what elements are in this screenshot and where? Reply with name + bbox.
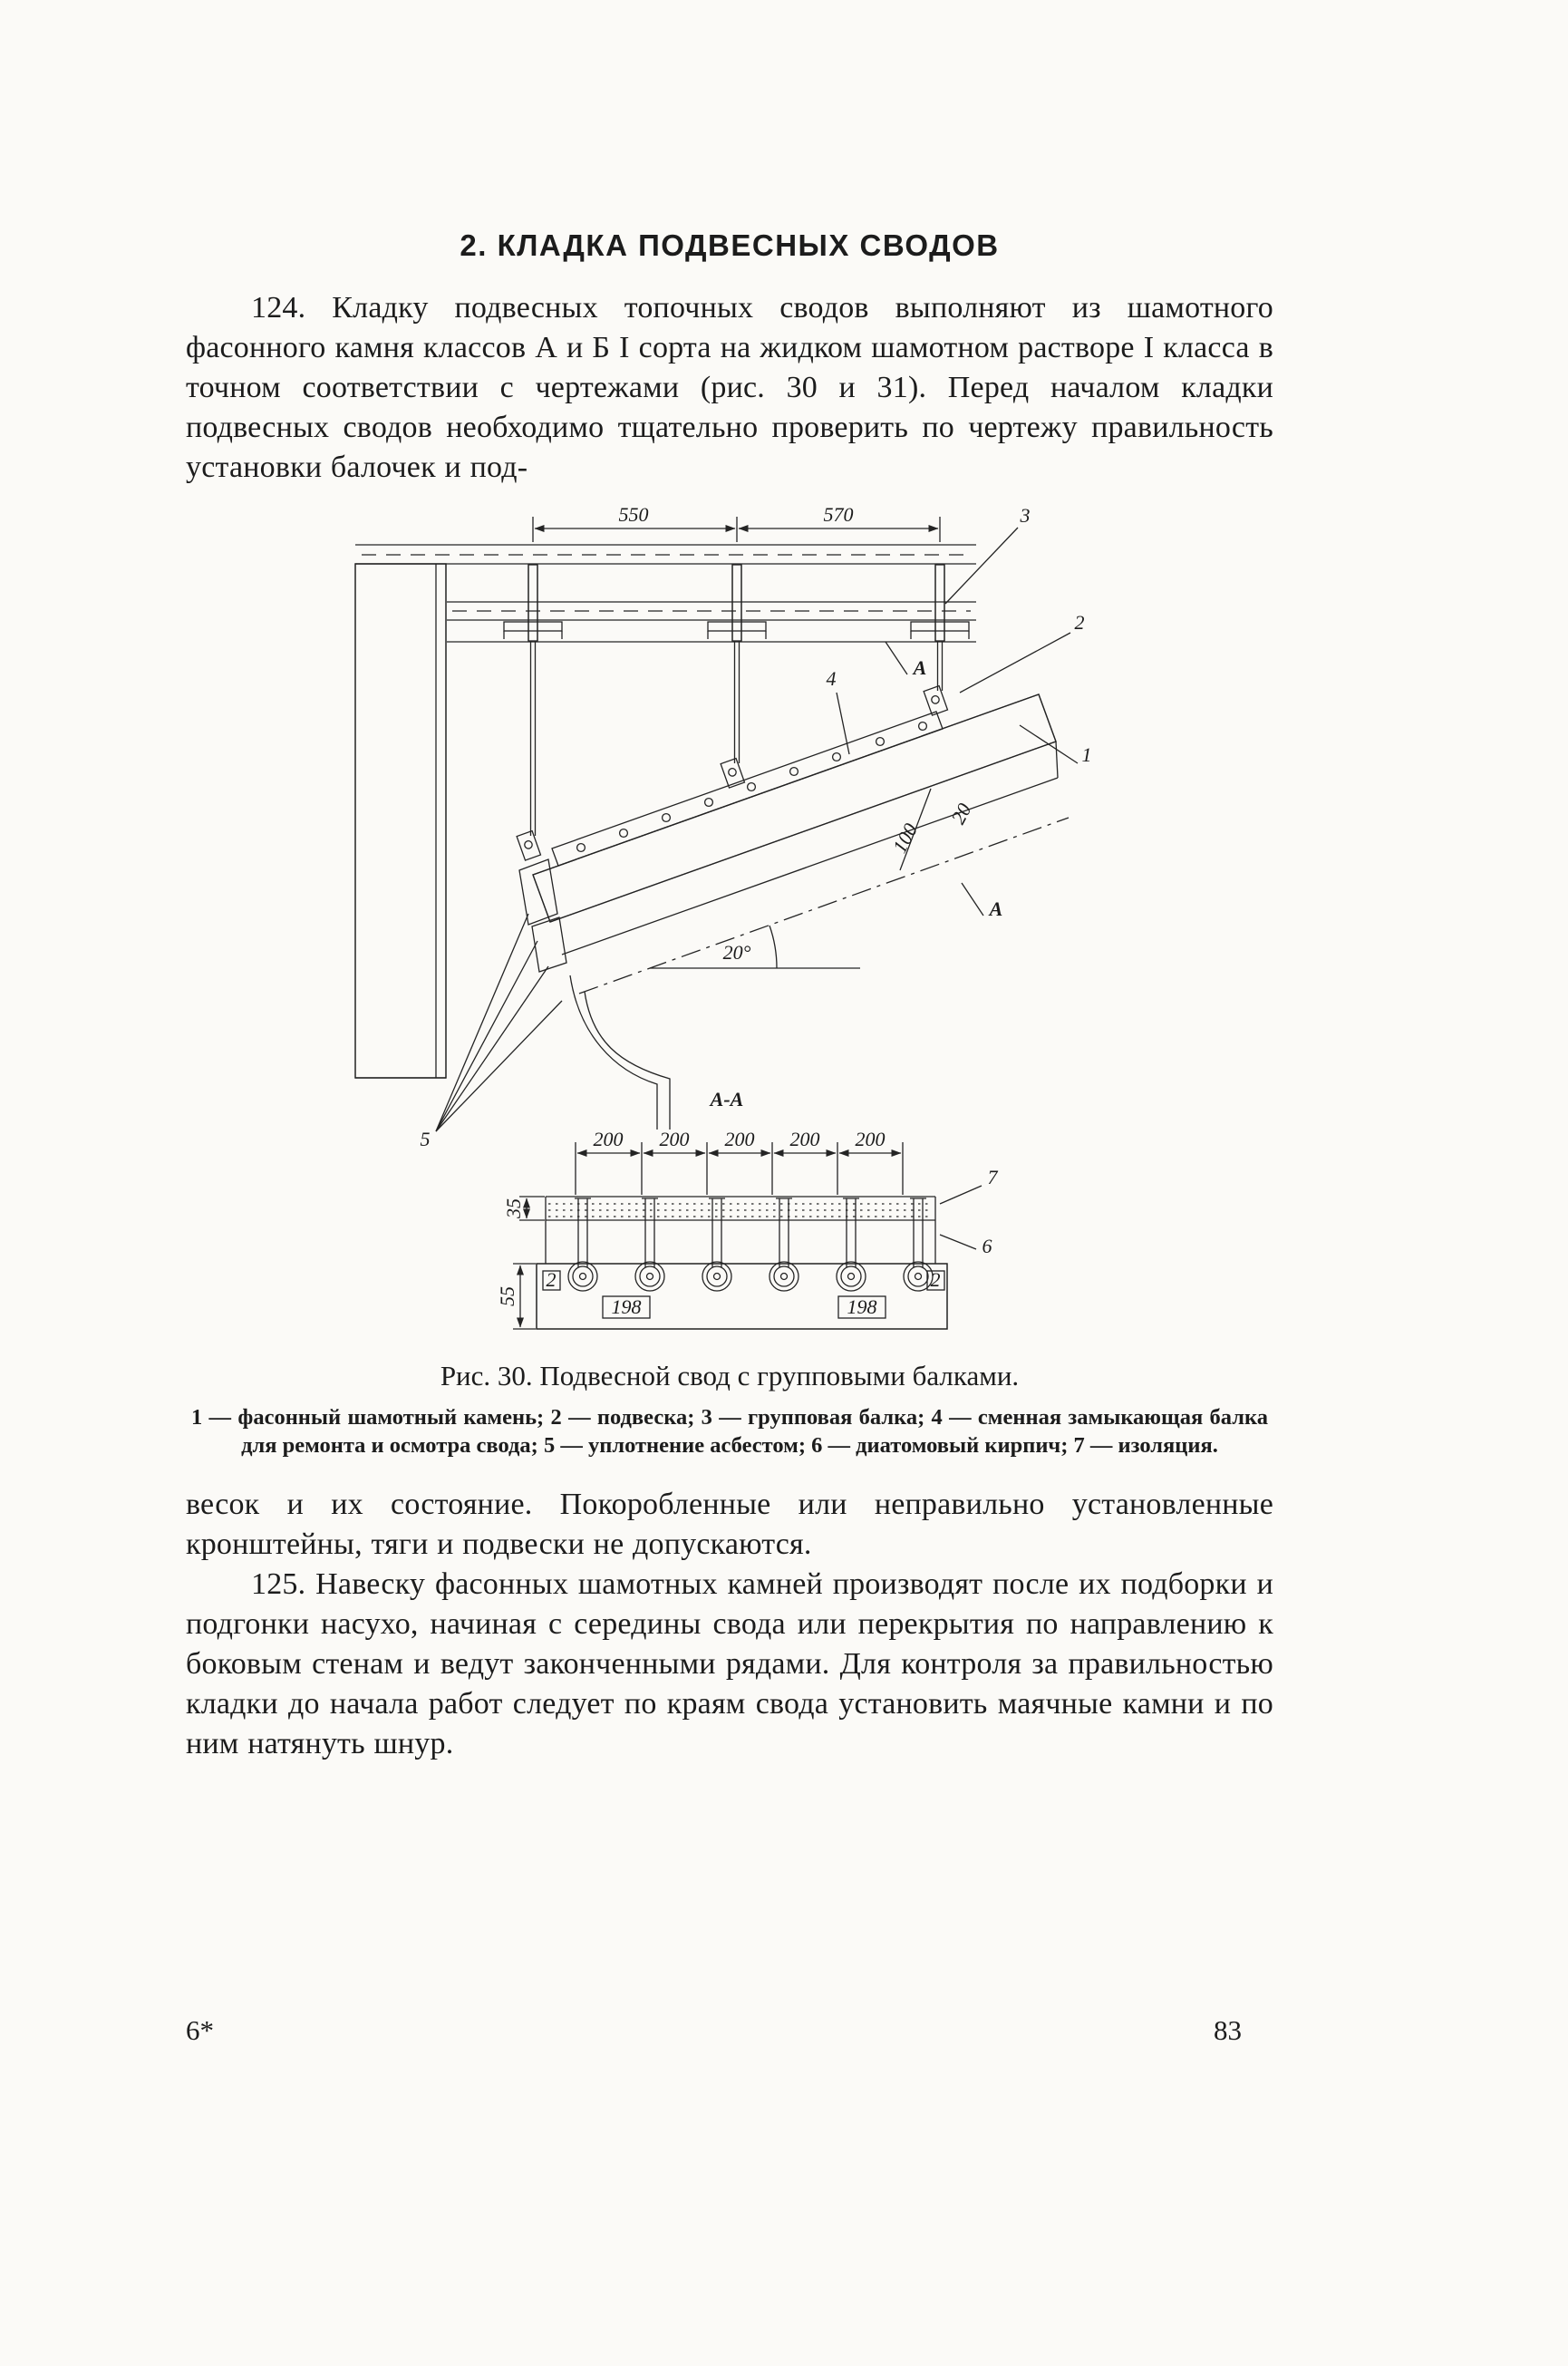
signature-mark: 6*	[186, 2014, 214, 2046]
callout-4-label: 4	[826, 667, 837, 690]
angle-20-deg: 20°	[722, 941, 751, 964]
dimension-550: 550	[618, 504, 649, 526]
figure-30-drawing	[342, 504, 1103, 1347]
dimension-198: 198	[847, 1295, 877, 1318]
dimension-100: 100	[887, 819, 923, 857]
paragraph-124-continued: весок и их состояние. Покоробленные или неправильно установленные кронштейны, тяги и подвески не допускаются.	[186, 1488, 1273, 1561]
paragraph-125: 125. Навеску фасонных шамотных камней производят после их подборки и подгонки насухо, начиная с середины свода или перекрытия по направлению к боковым стенам и ведут законченными рядами. Для контроля за правильностью кладки до начала работ следует по краям свода установить маячные камни и по ним натянуть шнур.	[186, 1567, 1273, 1760]
callout-6-label: 6	[982, 1235, 992, 1257]
figure-caption: Рис. 30. Подвесной свод с групповыми балками.	[440, 1360, 1020, 1391]
section-hanger-eyelets	[568, 1198, 933, 1291]
vault-underside	[562, 742, 1069, 994]
callout-1-label: 1	[1081, 743, 1092, 766]
section-mark-a-bottom: А	[989, 897, 1003, 920]
vault-end-closure	[519, 859, 566, 972]
brick-wall	[355, 564, 446, 1078]
callout-2-label: 2	[1074, 611, 1085, 634]
page-footer	[186, 2014, 1242, 2047]
section-a-a	[496, 1088, 999, 1329]
dimension-198: 198	[611, 1295, 642, 1318]
section-left-dimensions	[496, 1197, 545, 1329]
page-number: 83	[1214, 2014, 1242, 2046]
dimension-570: 570	[823, 504, 854, 526]
dimension-35: 35	[502, 1198, 525, 1218]
callouts	[421, 504, 1092, 1150]
section-callouts	[940, 1166, 999, 1257]
figure-legend: 1 — фасонный шамотный камень; 2 — подвеска; 3 — групповая балка; 4 — сменная замыкающая балка для ремонта и осмотра свода; 5 — уплотнение асбестом; 6 — диатомовый кирпич; 7 — изоляция.	[191, 1405, 1268, 1458]
section-mark-a-top: А	[913, 656, 927, 679]
section-heading: 2. КЛАДКА ПОДВЕСНЫХ СВОДОВ	[460, 228, 1000, 262]
hanger-rod-2	[708, 565, 766, 788]
callout-3-label: 3	[1020, 504, 1031, 527]
dimension-200: 200	[659, 1128, 690, 1150]
flue-curves	[570, 975, 670, 1130]
callout-5-label: 5	[420, 1128, 431, 1150]
paragraph-124: 124. Кладку подвесных топочных сводов выполняют из шамотного фасонного камня классов А и Б I сорта на жидком шамотном растворе I класса в точном соответствии с чертежами (рис. 30 и 31). Перед началом кладки подвесных сводов необходимо тщательно проверить по чертежу правильность установки балочек и под-	[186, 291, 1273, 484]
dimension-2: 2	[930, 1268, 941, 1291]
figure-30	[186, 504, 1273, 1347]
dimension-55: 55	[496, 1286, 518, 1306]
group-beam	[552, 712, 943, 866]
dimension-200: 200	[724, 1128, 755, 1150]
text-column	[186, 228, 1273, 1764]
dimension-chain-200	[576, 1128, 903, 1195]
hanger-rod-1	[504, 565, 562, 860]
dimension-2: 2	[546, 1268, 557, 1291]
section-inner-dimensions	[543, 1268, 944, 1318]
dimension-200: 200	[789, 1128, 820, 1150]
section-title: А-А	[710, 1088, 744, 1110]
dimension-20: 20	[946, 799, 976, 829]
ceiling-structure	[355, 545, 976, 642]
dimension-200: 200	[855, 1128, 886, 1150]
callout-7-label: 7	[987, 1166, 998, 1188]
top-dimension	[533, 504, 940, 542]
dimension-200: 200	[593, 1128, 624, 1150]
vault-brick-band	[533, 694, 1056, 922]
